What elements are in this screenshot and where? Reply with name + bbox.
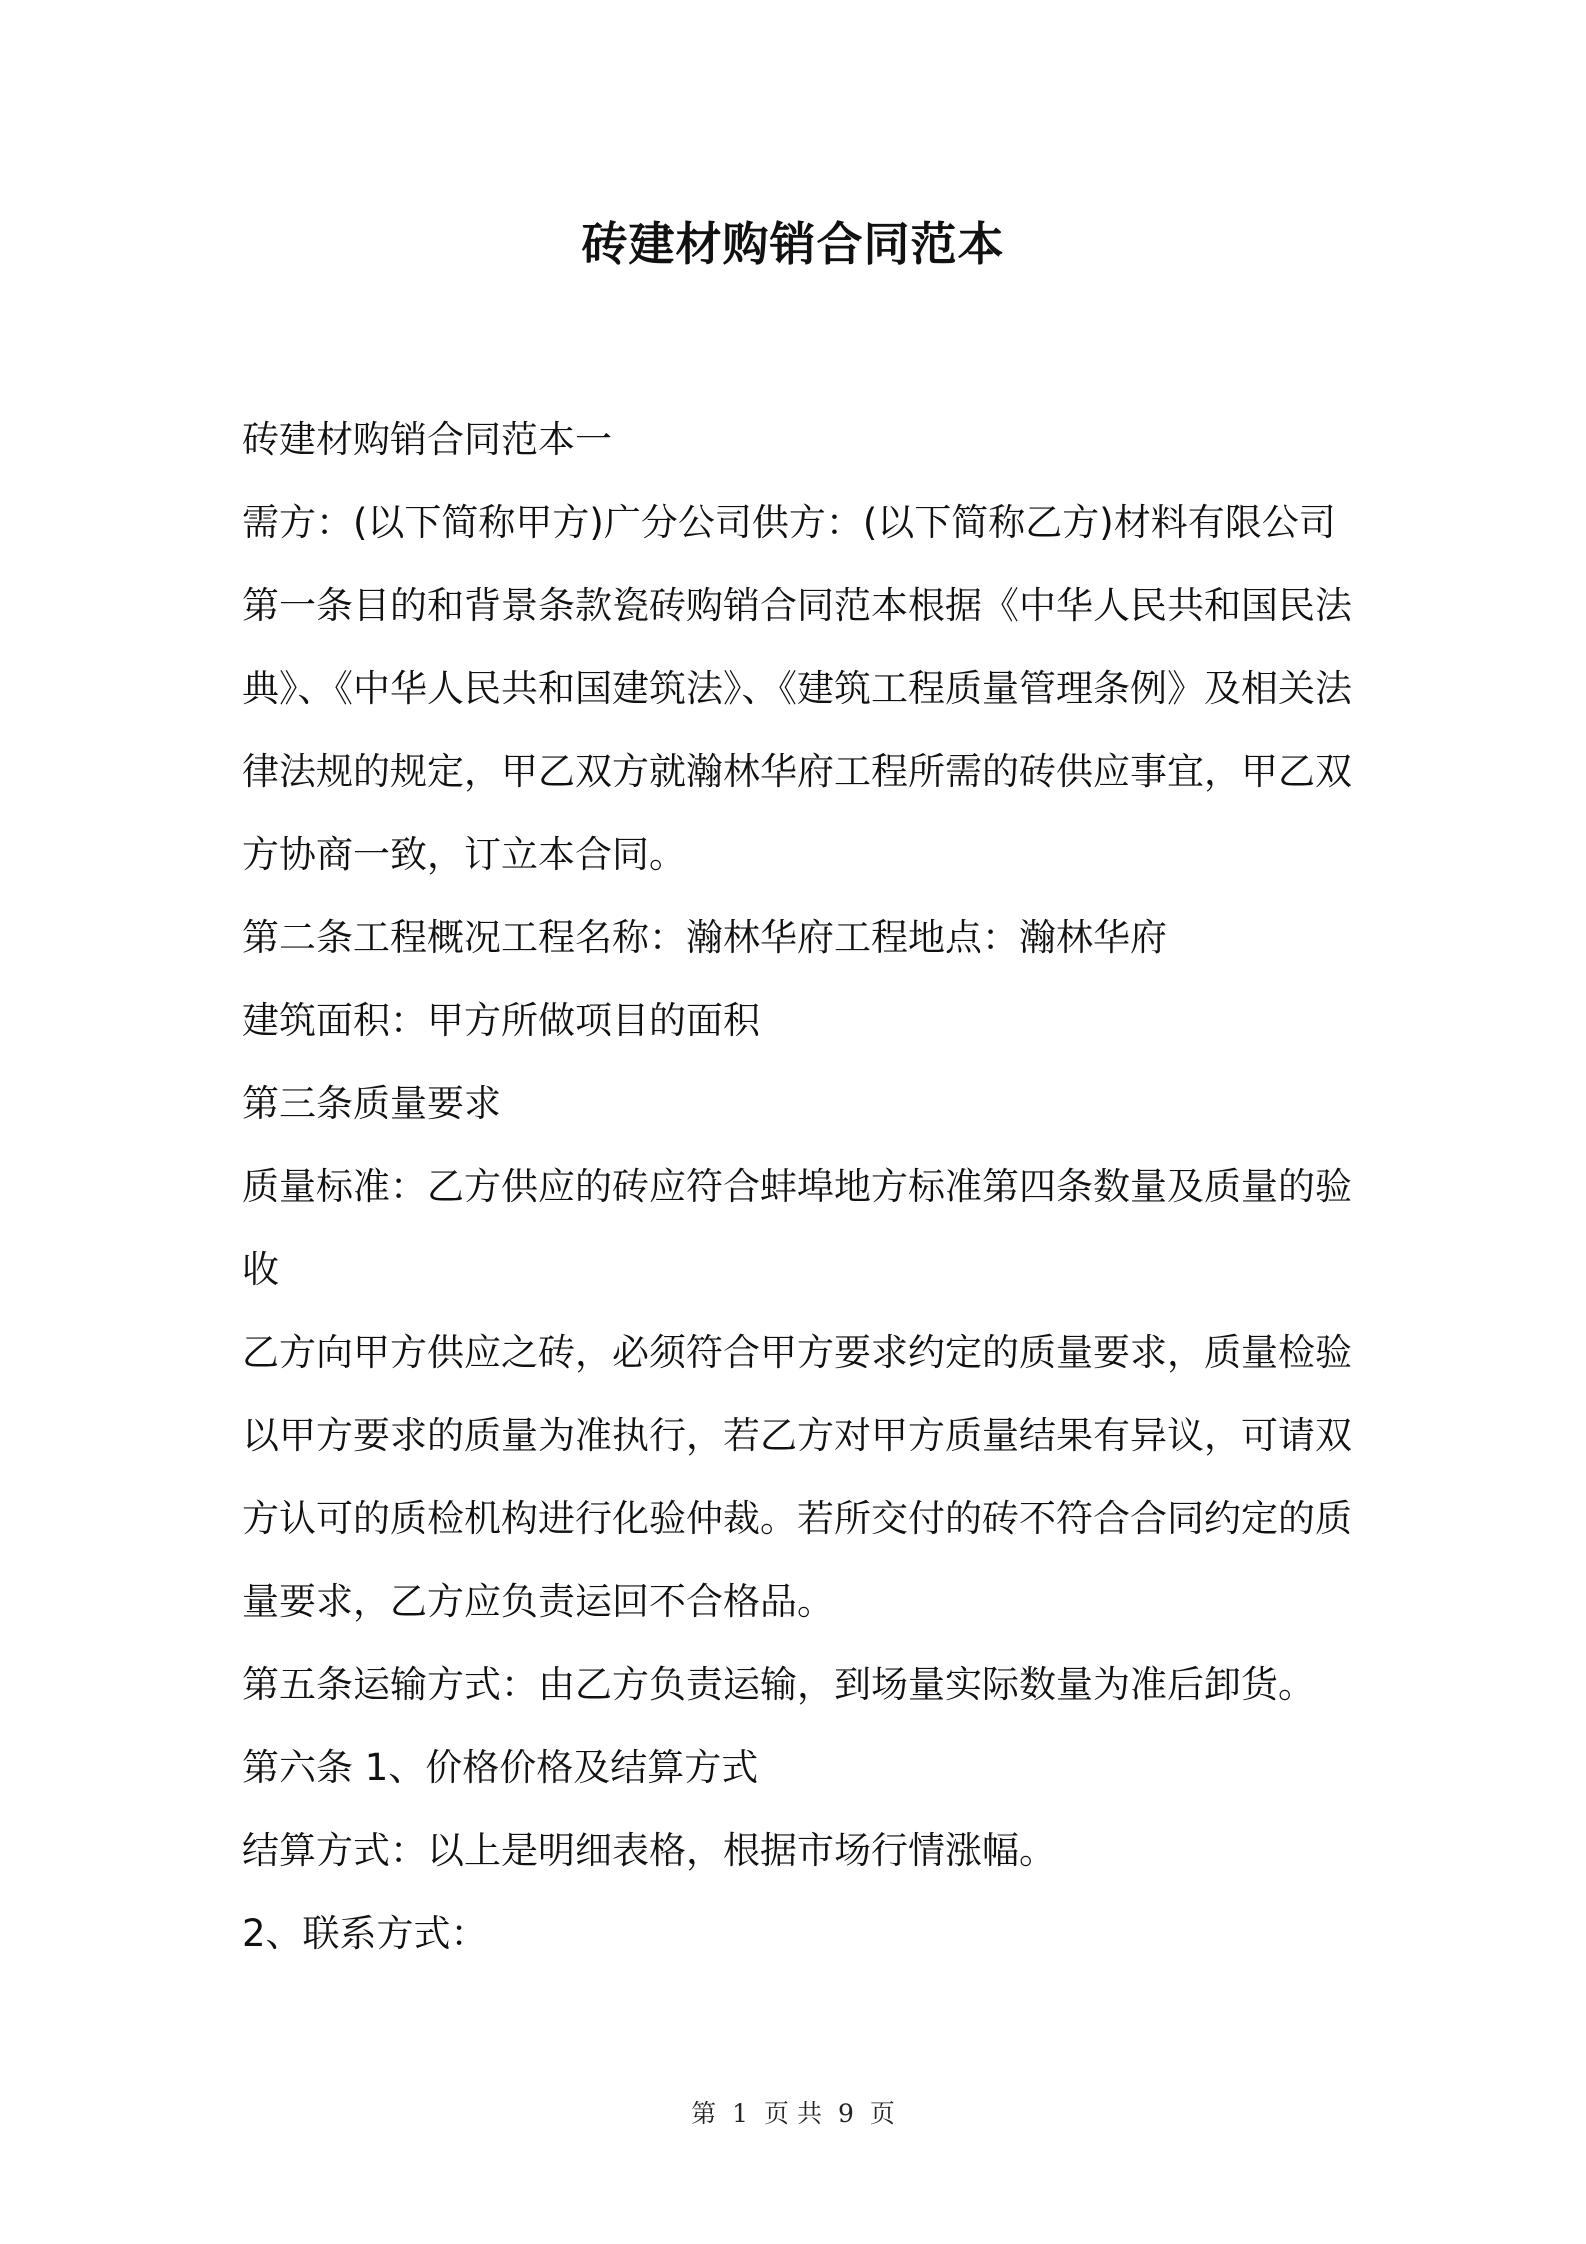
paragraph-line: 律法规的规定，甲乙双方就瀚林华府工程所需的砖供应事宜，甲乙双 xyxy=(242,750,1352,793)
document-body xyxy=(242,398,1362,1975)
document-title: 砖建材购销合同范本 xyxy=(581,217,1005,271)
paragraph-line: 第一条目的和背景条款瓷砖购销合同范本根据《中华人民共和国民法 xyxy=(242,584,1352,627)
paragraph-line: 第三条质量要求 xyxy=(242,1082,501,1125)
paragraph-line: 质量标准：乙方供应的砖应符合蚌埠地方标准第四条数量及质量的验 xyxy=(242,1165,1352,1208)
parties-line: 需方：(以下简称甲方)广分公司供方：(以下简称乙方)材料有限公司 xyxy=(242,501,1336,544)
page-label-suffix: 页 xyxy=(869,2099,895,2128)
page-footer xyxy=(0,2096,1586,2132)
paragraph-line: 方协商一致，订立本合同。 xyxy=(242,833,686,876)
paragraph-line: 建筑面积：甲方所做项目的面积 xyxy=(242,999,760,1042)
paragraph-line: 结算方式：以上是明细表格，根据市场行情涨幅。 xyxy=(242,1829,1056,1872)
paragraph-line: 第五条运输方式：由乙方负责运输，到场量实际数量为准后卸货。 xyxy=(242,1663,1315,1706)
total-pages-number: 9 xyxy=(837,2099,854,2128)
paragraph-line: 乙方向甲方供应之砖，必须符合甲方要求约定的质量要求，质量检验 xyxy=(242,1331,1352,1374)
paragraph-line: 方认可的质检机构进行化验仲裁。若所交付的砖不符合合同约定的质 xyxy=(242,1497,1352,1540)
paragraph-line: 2、联系方式： xyxy=(242,1912,488,1955)
page-label-prefix: 第 xyxy=(691,2099,717,2128)
current-page-number: 1 xyxy=(732,2099,749,2128)
page-label-mid: 页 共 xyxy=(764,2099,822,2128)
section-heading: 砖建材购销合同范本一 xyxy=(242,418,612,461)
paragraph-line: 第二条工程概况工程名称：瀚林华府工程地点：瀚林华府 xyxy=(242,916,1167,959)
paragraph-line: 典》、《中华人民共和国建筑法》、《建筑工程质量管理条例》及相关法 xyxy=(242,667,1352,710)
paragraph-line: 收 xyxy=(242,1248,279,1291)
paragraph-line: 第六条 1、价格价格及结算方式 xyxy=(242,1746,759,1789)
paragraph-line: 量要求，乙方应负责运回不合格品。 xyxy=(242,1580,834,1623)
paragraph-line: 以甲方要求的质量为准执行，若乙方对甲方质量结果有异议，可请双 xyxy=(242,1414,1352,1457)
